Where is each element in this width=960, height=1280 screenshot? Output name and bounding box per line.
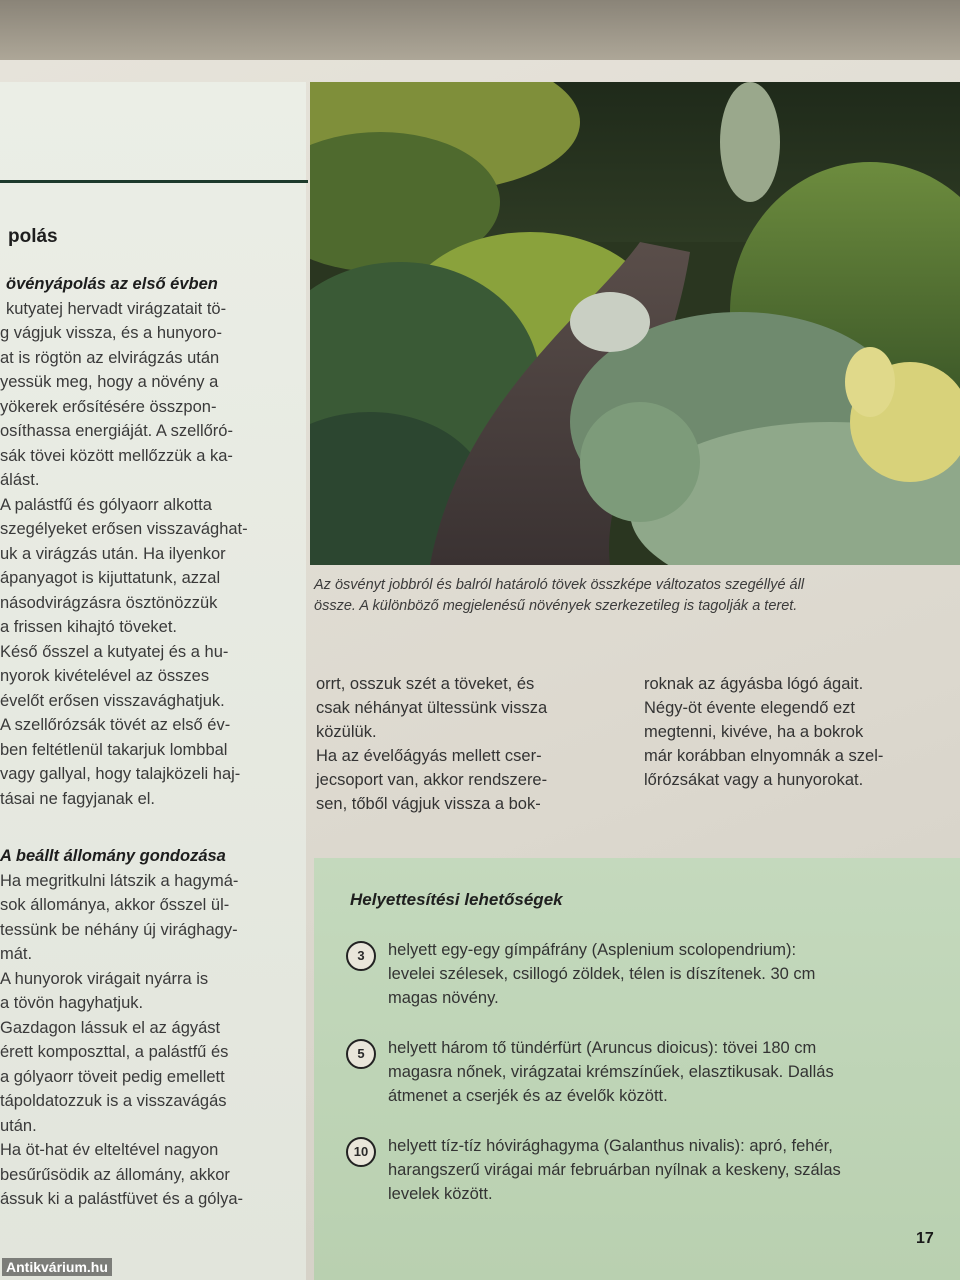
text-line: helyett három tő tündérfürt (Aruncus dioicus): tövei 180 cm xyxy=(388,1039,817,1057)
sidebar-paragraph-2 xyxy=(0,869,300,1212)
text-line: harangszerű virágai már februárban nyílnak a keskeny, szálas xyxy=(388,1161,841,1179)
text-line: közülük. xyxy=(316,723,377,741)
text-line: besűrűsödik az állomány, akkor xyxy=(0,1165,230,1184)
text-line: Késő ősszel a kutyatej és a hu- xyxy=(0,642,229,661)
text-line: ássuk ki a palástfüvet és a gólya- xyxy=(0,1190,244,1208)
text-line: at is rögtön az elvirágzás után xyxy=(0,348,220,367)
caption-line: Az ösvényt jobbról és balról határoló tövek összképe változatos szegéllyé áll xyxy=(314,577,805,593)
photo-caption xyxy=(314,575,934,617)
text-line: évelőt erősen visszavághatjuk. xyxy=(0,691,225,710)
text-line: mát. xyxy=(0,945,33,963)
sidebar-paragraph-1 xyxy=(0,297,300,812)
text-line: osíthassa energiáját. A szellőró- xyxy=(0,422,233,440)
text-line: már korábban elnyomnák a szel- xyxy=(644,747,884,765)
text-line: orrt, osszuk szét a töveket, és xyxy=(316,675,535,693)
substitutes-title: Helyettesítési lehetőségek xyxy=(350,890,563,909)
text-line: Ha megritkulni látszik a hagymá- xyxy=(0,871,239,890)
plant-number-badge: 10 xyxy=(346,1137,376,1167)
text-line: tessünk be néhány új virághagy- xyxy=(0,920,238,939)
text-line: A szellőrózsák tövét az első év- xyxy=(0,716,231,734)
text-line: a gólyaorr töveit pedig emellett xyxy=(0,1067,225,1086)
text-line: g vágjuk vissza, és a hunyoro- xyxy=(0,324,222,342)
text-line: csak néhányat ültessünk vissza xyxy=(316,699,548,717)
text-line: magas növény. xyxy=(388,989,499,1007)
substitute-item xyxy=(346,1036,906,1108)
caption-line: össze. A különböző megjelenésű növények szerkezetileg is tagolják a teret. xyxy=(314,598,798,614)
page-number: 17 xyxy=(916,1230,934,1247)
plant-number-badge: 3 xyxy=(346,941,376,971)
text-line: szegélyeket erősen visszavághat- xyxy=(0,520,248,538)
body-column-middle xyxy=(316,672,616,816)
garden-path-photo xyxy=(310,82,960,565)
text-line: Négy-öt évente elegendő ezt xyxy=(644,699,855,717)
text-line: magasra nőnek, virágzatai krémszínűek, elasztikusak. Dallás xyxy=(388,1063,834,1081)
text-line: ápanyagot is kijuttatunk, azzal xyxy=(0,569,221,587)
sidebar-rule xyxy=(0,180,308,183)
text-line: helyett tíz-tíz hóvirághagyma (Galanthus nivalis): apró, fehér, xyxy=(388,1137,833,1155)
text-line: Ha öt-hat év elteltével nagyon xyxy=(0,1141,219,1159)
text-line: megtenni, kivéve, ha a bokrok xyxy=(644,723,864,741)
text-line: A hunyorok virágait nyárra is xyxy=(0,969,209,988)
text-line: sák tövei között mellőzzük a ka- xyxy=(0,446,233,465)
text-line: sen, tőből vágjuk vissza a bok- xyxy=(316,795,541,813)
text-line: nyorok kivételével az összes xyxy=(0,667,210,685)
text-line: A palástfű és gólyaorr alkotta xyxy=(0,495,212,514)
text-line: levelek között. xyxy=(388,1185,493,1203)
text-line: után. xyxy=(0,1116,37,1135)
text-line: Ha az évelőágyás mellett cser- xyxy=(316,747,542,765)
text-line: yessük meg, hogy a növény a xyxy=(0,373,219,391)
watermark: Antikvárium.hu xyxy=(2,1258,112,1276)
text-line: tásai ne fagyjanak el. xyxy=(0,789,156,808)
text-line: kutyatej hervadt virágzatait tö- xyxy=(6,299,227,318)
text-line: násodvirágzásra ösztönözzük xyxy=(0,593,218,612)
text-line: átmenet a cserjék és az évelők között. xyxy=(388,1087,668,1105)
subhead-first-year: övényápolás az első évben xyxy=(6,275,218,293)
substitute-text xyxy=(388,1134,906,1206)
sidebar-block-1 xyxy=(0,272,300,811)
text-line: Gazdagon lássuk el az ágyást xyxy=(0,1018,221,1037)
section-title: polás xyxy=(8,226,58,247)
text-line: vagy gallyal, hogy talajközeli haj- xyxy=(0,765,241,783)
subhead-established-stand: A beállt állomány gondozása xyxy=(0,847,226,865)
sidebar-block-2 xyxy=(0,844,300,1212)
substitute-text xyxy=(388,938,906,1010)
text-line: érett komposzttal, a palástfű és xyxy=(0,1043,229,1061)
text-line: lőrózsákat vagy a hunyorokat. xyxy=(644,771,864,789)
text-line: ben feltétlenül takarjuk lombbal xyxy=(0,740,228,759)
text-line: a tövön hagyhatjuk. xyxy=(0,994,144,1012)
text-line: levelei szélesek, csillogó zöldek, télen is díszítenek. 30 cm xyxy=(388,965,816,983)
substitute-text xyxy=(388,1036,906,1108)
text-line: álást. xyxy=(0,471,40,489)
substitute-item xyxy=(346,1134,906,1206)
plant-number-badge: 5 xyxy=(346,1039,376,1069)
body-column-right xyxy=(644,672,944,792)
text-line: jecsoport van, akkor rendszere- xyxy=(316,771,548,789)
text-line: uk a virágzás után. Ha ilyenkor xyxy=(0,544,226,563)
text-line: helyett egy-egy gímpáfrány (Asplenium scolopendrium): xyxy=(388,941,797,959)
garden-photo-illustration xyxy=(310,82,960,565)
text-line: sok állománya, akkor ősszel ül- xyxy=(0,896,230,914)
text-line: tápoldatozzuk is a visszavágás xyxy=(0,1092,227,1110)
text-line: a frissen kihajtó töveket. xyxy=(0,618,178,636)
substitute-item xyxy=(346,938,906,1010)
text-line: yökerek erősítésére összpon- xyxy=(0,397,217,416)
text-line: roknak az ágyásba lógó ágait. xyxy=(644,675,864,693)
